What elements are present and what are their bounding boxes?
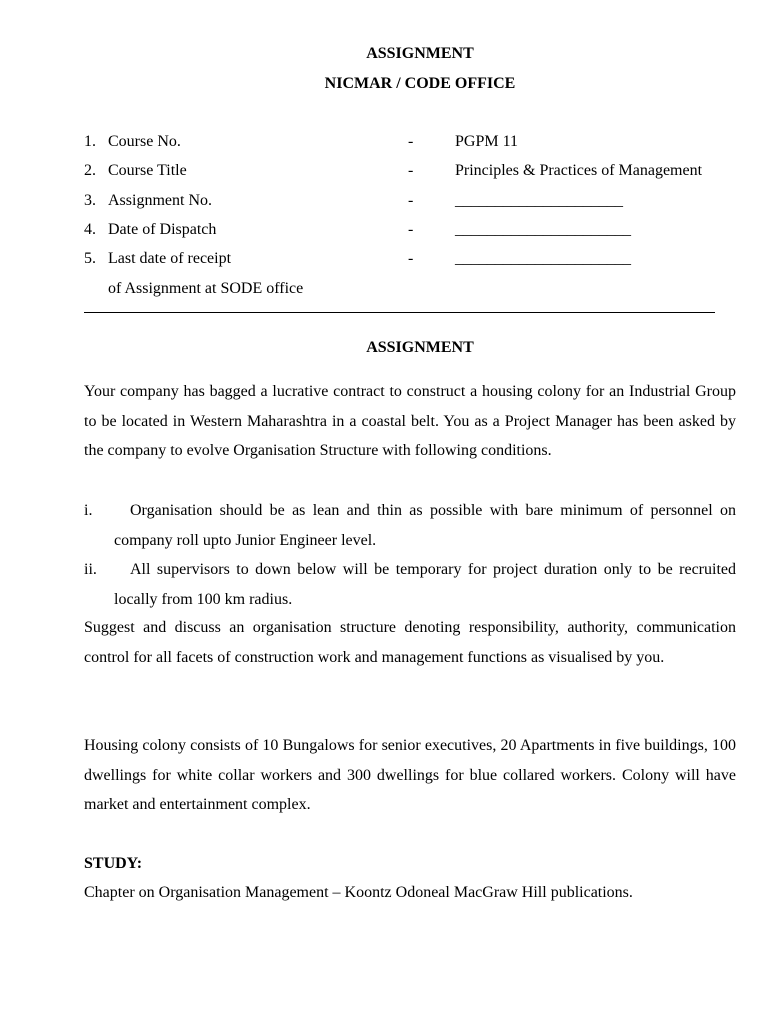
study-heading: STUDY: xyxy=(84,855,143,872)
horizontal-divider xyxy=(84,312,715,313)
condition-text: Organisation should be as lean and thin as possible with bare minimum of personnel on company roll upto Junior Engineer level. xyxy=(114,502,736,549)
info-dash: - xyxy=(408,192,414,209)
section-heading: ASSIGNMENT xyxy=(366,339,474,356)
info-value: PGPM 11 xyxy=(455,133,518,150)
info-label: Course No. xyxy=(108,133,181,150)
info-number: 5. xyxy=(84,250,96,267)
info-dash: - xyxy=(408,162,414,179)
condition-marker: ii. xyxy=(84,561,97,578)
info-value-blank: ______________________ xyxy=(455,221,631,238)
info-label-continuation: of Assignment at SODE office xyxy=(108,280,304,297)
task-paragraph: Suggest and discuss an organisation structure denoting responsibility, authority, communication control for all facets of construction work and management functions as visualised by you. xyxy=(84,619,736,666)
info-label: Date of Dispatch xyxy=(108,221,217,238)
info-number: 4. xyxy=(84,221,96,238)
intro-paragraph: Your company has bagged a lucrative contract to construct a housing colony for an Industrial Group to be located in Western Maharashtra in a coastal belt. You as a Project Manager has been asked by the company to evolve Organisation Structure with following conditions. xyxy=(84,383,736,459)
info-number: 3. xyxy=(84,192,96,209)
info-value-blank: ______________________ xyxy=(455,250,631,267)
info-dash: - xyxy=(408,250,414,267)
info-label: Last date of receipt xyxy=(108,250,232,267)
condition-text: All supervisors to down below will be temporary for project duration only to be recruited locally from 100 km radius. xyxy=(114,561,736,608)
document-subtitle: NICMAR / CODE OFFICE xyxy=(324,75,516,92)
housing-paragraph: Housing colony consists of 10 Bungalows for senior executives, 20 Apartments in five buildings, 100 dwellings for white collar workers and 300 dwellings for blue collared workers. Colony will have market and entertainment complex. xyxy=(84,737,736,813)
info-number: 1. xyxy=(84,133,96,150)
document-title: ASSIGNMENT xyxy=(366,45,474,62)
info-dash: - xyxy=(408,221,414,238)
info-value: Principles & Practices of Management xyxy=(455,162,703,179)
study-reference: Chapter on Organisation Management – Koontz Odoneal MacGraw Hill publications. xyxy=(84,884,633,901)
info-label: Course Title xyxy=(108,162,187,179)
info-dash: - xyxy=(408,133,414,150)
info-number: 2. xyxy=(84,162,96,179)
condition-marker: i. xyxy=(84,502,93,519)
info-label: Assignment No. xyxy=(108,192,212,209)
info-value-blank: _____________________ xyxy=(455,192,623,209)
